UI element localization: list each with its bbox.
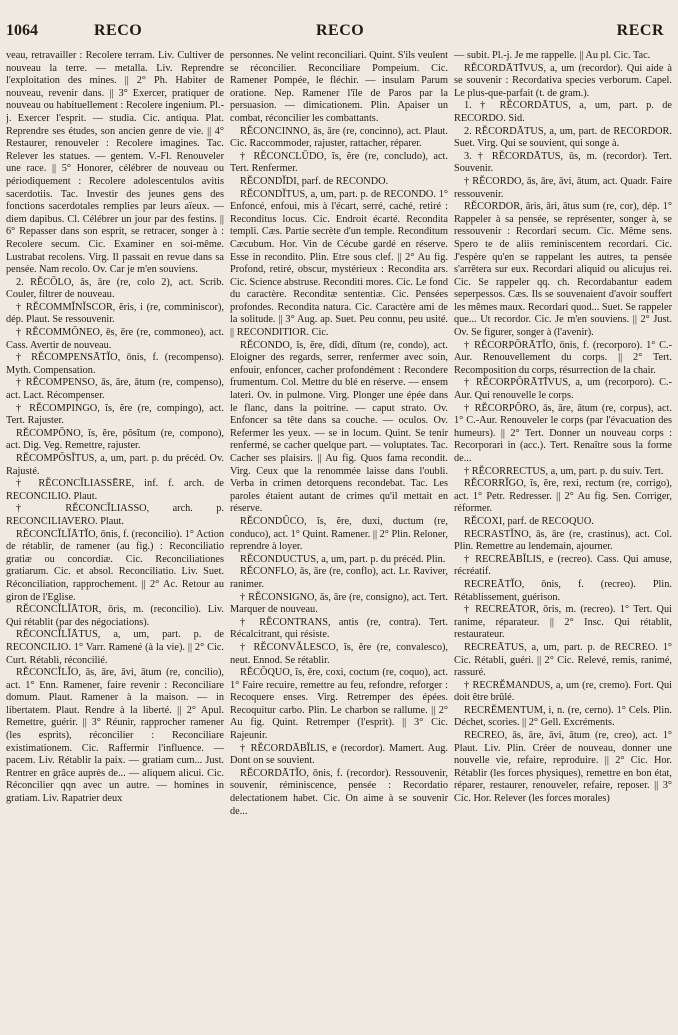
dictionary-entry: RĔCONCĬLĬĀTOR, ōris, m. (reconcilio). Liv. Qui rétablit (par des négociations). — [6, 604, 224, 628]
dictionary-entry: RĔCORRĬGO, ĭs, ĕre, rexi, rectum (re, corrigo), act. 1° Petr. Redresser. || 2° Au fig. Sen. Corriger, réformer. — [454, 478, 672, 515]
dictionary-entry: RĔCORDĀTĬO, ōnis, f. (recordor). Ressouvenir, souvenir, réminiscence, pensée : Recordatio delectationem habet. Cic. On aime à se souvenir de... — [230, 767, 448, 817]
dictionary-entry: 1. † RĔCORDĀTUS, a, um, part. p. de RECORDO. Sid. — [454, 100, 672, 124]
dictionary-entry: † RĔCOMPENSO, ās, āre, ātum (re, compenso), act. Lact. Récompenser. — [6, 377, 224, 402]
dictionary-entry: † RĔCORPŎRO, ās, āre, ātum (re, corpus), act. 1° C.-Aur. Renouveler le corps (par l'évacuation des humeurs). || 2° Tert. Donner un nouveau corps : Recorporari in (acc.). Tert. Renaître sous la forme de... — [454, 402, 672, 464]
dictionary-entry: RĔCONDĬTUS, a, um, part. p. de RECONDO. 1° Enfoncé, enfoui, mis à l'écart, serré, caché, retiré : Reconditus locus. Cic. Endroit écarté. Recondita templi. Cæs. Partie secrète d'un temple. Reconditum Cæcubum. Hor. Vin de Cécube gardé en réserve. Esse in recondito. Plin. Etre sous clef. || 2° Au fig. Profond, retiré, obscur, mystérieux : Recondita ars. Cic. Science abstruse. Reconditi mores. Cic. Le fond du caractère. Reconditæ sententiæ. Cic. Pensées profondes. Recondita natura. Cic. Caractère ami de la solitude. || 3° Aug. ap. Suet. Peu connu, peu usité. || RECONDITIOR. Cic. — [230, 188, 448, 339]
center-running-headword: RECO — [316, 22, 365, 39]
dictionary-entry: RĔCONDŪCO, ĭs, ĕre, duxi, ductum (re, conduco), act. 1° Quint. Ramener. || 2° Plin. Reloner, reprendre à loyer. — [230, 515, 448, 553]
column-left — [6, 50, 224, 1035]
page-number: 1064 — [6, 22, 38, 39]
dictionary-entry: RĔCONCINNO, ās, āre (re, concinno), act. Plaut. Cic. Raccommoder, rajuster, rattacher, réparer. — [230, 125, 448, 150]
right-running-headword: RECR — [616, 22, 664, 39]
dictionary-entry: † RĔCONCLŪDO, ĭs, ĕre (re, concludo), act. Tert. Renfermer. — [230, 150, 448, 175]
dictionary-entry: † RĔCONCĬLIASSĒRE, inf. f. arch. de RECONCILIO. Plaut. — [6, 478, 224, 502]
dictionary-entry: † RĔCOMMŎNEO, ēs, ēre (re, commoneo), act. Cass. Avertir de nouveau. — [6, 327, 224, 351]
dictionary-entry: † RĔCOMPENSĀTĬO, ōnis, f. (recompenso). Myth. Compensation. — [6, 352, 224, 376]
dictionary-entry: personnes. Ne velint reconciliari. Quint. S'ils veulent se réconcilier. Reconciliare Pompeium. Cic. Ramener Pompée, le fléchir. — insulam Parum oratione. Nep. Ramener l'île de Paros par la persuasion. — dimicationem. Plin. Apaiser un combat, réconcilier les combattants. — [230, 50, 448, 124]
dictionary-entry: † RECREĀBĬLIS, e (recreo). Cass. Qui amuse, récréatif. — [454, 553, 672, 578]
dictionary-entry: 2. RĔCORDĀTUS, a, um, part. de RECORDOR. Suet. Virg. Qui se souvient, qui songe à. — [454, 125, 672, 150]
dictionary-entry: RĔCŎQUO, ĭs, ĕre, coxi, coctum (re, coquo), act. 1° Faire recuire, remettre au feu, refondre, reforger : Recoquere enses. Virg. Retremper des épées. Recoquitur carbo. Plin. Le charbon se rallume. || 2° Au fig. Quint. Retremper (l'esprit). || 3° Cic. Rajeunir. — [230, 667, 448, 742]
dictionary-entry: † RĔCONTRANS, antis (re, contra). Tert. Récalcitrant, qui résiste. — [230, 616, 448, 641]
dictionary-entry: † RĔCONCĬLIASSO, arch. p. RECONCILIAVERO. Plaut. — [6, 503, 224, 527]
dictionary-entry: † RECRĔMANDUS, a, um (re, cremo). Fort. Qui doit être brûlé. — [454, 679, 672, 704]
dictionary-entry: † RĔCORPŎRĀTĬO, ōnis, f. (recorporo). 1° C.-Aur. Renouvellement du corps. || 2° Tert. Recomposition du corps, résurrection de la chair. — [454, 339, 672, 376]
page-header — [6, 22, 672, 44]
dictionary-entry: RĔCONCĬLĬO, ās, āre, āvi, ātum (re, concilio), act. 1° Enn. Ramener, faire revenir : Reconciliare domum. Plaut. Ramener à la maison. — in libertatem. Plaut. Rendre à la liberté. || 2° Apul. Remettre, guérir. || 3° Réunir, rapprocher ramener (les esprits), réconcilier : Reconciliare existimationem. Cic. Raffermir l'influence. — pacem. Liv. Rétablir la paix. — gratiam cum... Just. Rentrer en grâce auprès de... — aliquem alicui. Cic. Réconcilier qqn avec un autre. — homines in gratiam. Liv. Rapatrier deux — [6, 667, 224, 805]
dictionary-entry: RECRĔMENTUM, i, n. (re, cerno). 1° Cels. Plin. Déchet, scories. || 2° Gell. Excréments. — [454, 704, 672, 729]
dictionary-entry: veau, retravailler : Recolere terram. Liv. Cultiver de nouveau la terre. — metalla. Liv. Reprendre l'exploitation des mines. || 2° Ph. Habiter de nouveau, revenir dans. || 3° Exercer, pratiquer de nouveau ou habituellement : Recolere ingenium. Pl.-j. Exercer l'esprit. — studia. Cic. antiqua. Plat. Reprendre ses études, son ancien genre de vie. || 4° Restaurer, renouveler : Recolere imagines. Tac. Relever les statues. — gentem. V.-Fl. Renouveler une race. || 5° Honorer, célébrer de nouveau ou périodiquement : Recolere adolescentulos avitis sacerdotiis. Tac. Investir des jeunes gens des fonctions sacerdotales remplies par leurs aïeux. — diem dapibus. Cl. Célébrer un jour par des festins. || 6° Repasser dans son esprit, se retracer, songer à : Recolere secum. Cic. Examiner en soi-même. Lustrabat recolens. Virg. Il passait en revue dans sa pensée. Nam recolo. Ov. Car je m'en souviens. — [6, 50, 224, 276]
dictionary-entry: † RĔCOMMĬNĬSCOR, ĕris, i (re, comminiscor), dép. Plaut. Se ressouvenir. — [6, 301, 224, 326]
dictionary-entry: † RECREĀTOR, ōris, m. (recreo). 1° Tert. Qui ranime, réparateur. || 2° Insc. Qui rétablit, restaurateur. — [454, 604, 672, 641]
dictionary-entry: RECREĀTUS, a, um, part. p. de RECREO. 1° Cic. Rétabli, guéri. || 2° Cic. Relevé, remis, ranimé, rassuré. — [454, 641, 672, 679]
text-columns — [6, 50, 672, 1035]
dictionary-entry: † RĔCOMPINGO, ĭs, ĕre (re, compingo), act. Tert. Rajuster. — [6, 402, 224, 427]
dictionary-entry: RECREO, ās, āre, āvi, ātum (re, creo), act. 1° Plaut. Liv. Plin. Créer de nouveau, donner une nouvelle vie, refaire, reproduire. || 2° Cic. Hor. Rétablir (les forces physiques), remettre en bon état, réparer, restaurer, renouveler, refaire, reposer. || 3° Cic. Hor. Relever (les forces morales) — [454, 730, 672, 805]
dictionary-entry: 2. RĔCŌLO, ās, āre (re, colo 2), act. Scrib. Couler, filtrer de nouveau. — [6, 276, 224, 301]
dictionary-entry: † RĔCONSIGNO, ās, āre (re, consigno), act. Tert. Marquer de nouveau. — [230, 591, 448, 616]
dictionary-entry: RĔCOXI, parf. de RECOQUO. — [464, 515, 594, 527]
dictionary-entry: † RĔCONVĂLESCO, ĭs, ĕre (re, convalesco), neut. Ennod. Se rétablir. — [230, 641, 448, 666]
dictionary-entry: RĔCOMPŎSĬTUS, a, um, part. p. du précéd. Ov. Rajusté. — [6, 453, 224, 477]
dictionary-entry: RĔCONDUCTUS, a, um, part. p. du précéd. Plin. — [240, 553, 446, 565]
dictionary-entry: RĔCONFLO, ās, āre (re, conflo), act. Lr. Raviver, ranimer. — [230, 566, 448, 590]
column-middle — [230, 50, 448, 1035]
dictionary-entry: RĔCONDĬDI, parf. de RECONDO. — [240, 175, 389, 187]
dictionary-entry: RECREĀTĬO, ōnis, f. (recreo). Plin. Rétablissement, guérison. — [454, 578, 672, 603]
dictionary-entry: RECRASTĬNO, ās, āre (re, crastinus), act. Col. Plin. Remettre au lendemain, ajourner. — [454, 528, 672, 553]
dictionary-entry: † RĔCORDĀBĬLIS, e (recordor). Mamert. Aug. Dont on se souvient. — [230, 742, 448, 767]
dictionary-entry: 3. † RĔCORDĀTUS, ūs, m. (recordor). Tert. Souvenir. — [454, 150, 672, 175]
dictionary-entry: RĔCONCĬLĬĀTĬO, ōnis, f. (reconcilio). 1° Action de rétablir, de ramener (au fig.) : Reconciliatio gratiæ ou concordiæ. Cic. Reconciliationes gratiarum. Cic. et absol. Reconciliatio. Liv. Suet. Réconciliation, rapprochement. || 2° Ac. Retour au giron de l'Eglise. — [6, 528, 224, 603]
dictionary-entry: RĔCORDOR, āris, āri, ātus sum (re, cor), dép. 1° Rappeler à sa pensée, se représenter, songer à, se ressouvenir : Recordari secum. Cic. Même sens. Spero te de aliis reminiscentem recordari. Cic. J'espère qu'en se rappelant les autres, ta pensée s'arrêtera sur eux. Recordari aliquid ou alicujus rei. Cic. Se rappeler qq. ch. Recordabantur eadem seperpessos. Cæs. Ils se souvenaient d'avoir souffert les mêmes maux. Recordari quod... Suet. Se rappeler que... Ut recordor. Cic. Je m'en souviens. || 2° Just. Ov. Se figurer, songer à (l'avenir). — [454, 201, 672, 339]
left-running-headword: RECO — [94, 22, 143, 39]
column-right — [454, 50, 672, 1035]
dictionary-entry: † RĔCORDO, ās, āre, āvi, ātum, act. Quadr. Faire ressouvenir. — [454, 175, 672, 200]
dictionary-entry: RĔCONDO, ĭs, ĕre, dĭdi, dĭtum (re, condo), act. Eloigner des regards, serrer, renfermer avec soin, enfouir, enfoncer, cacher profondément : Recondere frumentum. Col. Mettre du blé en réserve. — ensem lateri. Ov. in pulmone. Virg. Plonger une épée dans le flanc, dans la poitrine. — caput strato. Ov. Enfoncer sa tête dans sa couche. — oculos. Ov. Refermer les yeux. — se in locum. Quint. Se tenir renfermé, se cacher quelque part. — voluptates. Tac. Cacher ses plaisirs. || Au fig. Quos fama recondit. Virg. Ceux que la renommée laisse dans l'oubli. Verba in crimen detorquens recondebat. Tac. Les paroles étaient autant de crimes qu'il mettait en réserve. — [230, 339, 448, 515]
dictionary-entry: † RĔCORRECTUS, a, um, part. p. du suiv. Tert. — [464, 465, 664, 477]
dictionary-entry: † RĔCORPŎRĀTĪVUS, a, um (recorporo). C.-Aur. Qui renouvelle le corps. — [454, 377, 672, 402]
dictionary-entry: RĔCORDĀTĪVUS, a, um (recordor). Qui aide à se souvenir : Recordativa species verborum. Capel. Le plus-que-parfait (t. de gram.). — [454, 62, 672, 99]
dictionary-entry: RĔCONCĬLĬĀTUS, a, um, part. p. de RECONCILIO. 1° Varr. Ramené (à la vie). || 2° Cic. Curt. Rétabli, réconcilié. — [6, 629, 224, 666]
dictionary-entry: RĔCOMPŌNO, ĭs, ĕre, pŏsĭtum (re, compono), act. Dig. Veg. Remettre, rajuster. — [6, 427, 224, 452]
dictionary-entry: — subit. Pl.-j. Je me rappelle. || Au pl. Cic. Tac. — [454, 50, 651, 61]
